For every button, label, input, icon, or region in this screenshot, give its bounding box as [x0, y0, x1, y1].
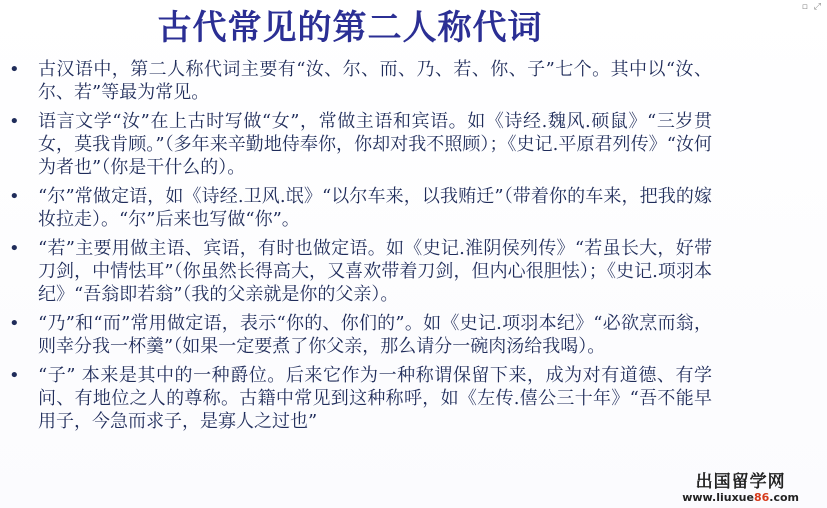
- bullet-item: [0, 110, 712, 179]
- bullet-item: [0, 237, 712, 306]
- bullet-item: [0, 312, 712, 358]
- slide-title: 古代常见的第二人称代词: [157, 8, 543, 48]
- bullet-dot: •: [9, 365, 20, 386]
- bullet-list: [0, 58, 712, 439]
- bullet-dot: •: [9, 238, 20, 259]
- expand-icon[interactable]: ⤢: [813, 2, 821, 12]
- watermark: [682, 467, 799, 504]
- bullet-item: [0, 58, 712, 104]
- bullet-dot: •: [9, 111, 20, 132]
- bullet-text: “若”主要用做主语、宾语，有时也做定语。如《史记.淮阴侯列传》“若虽长大，好带刀剑，中情怯耳”（你虽然长得高大，又喜欢带着刀剑，但内心很胆怯）；《史记.项羽本纪》“吾翁即若翁”（我的父亲就是你的父亲）。: [38, 238, 712, 305]
- bullet-text: “子” 本来是其中的一种爵位。后来它作为一种称谓保留下来，成为对有道德、有学问、有地位之人的尊称。古籍中常见到这种称呼，如《左传.僖公三十年》“吾不能早用子，今急而求子，是寡人之过也”: [38, 365, 712, 432]
- watermark-url-prefix: www.liuxue: [682, 491, 754, 504]
- corner-controls: [802, 2, 821, 12]
- watermark-url-highlight: 86: [753, 491, 770, 504]
- bullet-text: 语言文学“汝”在上古时写做“女”，常做主语和宾语。如《诗经.魏风.硕鼠》“三岁贯女，莫我肯顾。”（多年来辛勤地侍奉你，你却对我不照顾）；《史记.平原君列传》“汝何为者也”（你是干什么的）。: [38, 111, 712, 178]
- restore-icon[interactable]: ▫: [801, 2, 808, 12]
- bullet-dot: •: [9, 186, 20, 207]
- bullet-item: [0, 185, 712, 231]
- bullet-dot: •: [9, 59, 20, 80]
- bullet-text: 古汉语中，第二人称代词主要有“汝、尔、而、乃、若、你、子”七个。其中以“汝、尔、若”等最为常见。: [38, 59, 712, 103]
- watermark-url-suffix: .com: [769, 491, 799, 504]
- watermark-url: [682, 491, 799, 504]
- bullet-item: [0, 364, 712, 433]
- bullet-text: “尔”常做定语，如《诗经.卫风.氓》“以尔车来，以我贿迁”（带着你的车来，把我的嫁妆拉走）。“尔”后来也写做“你”。: [38, 186, 712, 230]
- bullet-dot: •: [9, 313, 20, 334]
- watermark-name: 出国留学网: [695, 472, 786, 492]
- bullet-text: “乃”和“而”常用做定语，表示“你的、你们的”。如《史记.项羽本纪》“必欲烹而翁，则幸分我一杯羹”（如果一定要煮了你父亲，那么请分一碗肉汤给我喝）。: [38, 313, 712, 357]
